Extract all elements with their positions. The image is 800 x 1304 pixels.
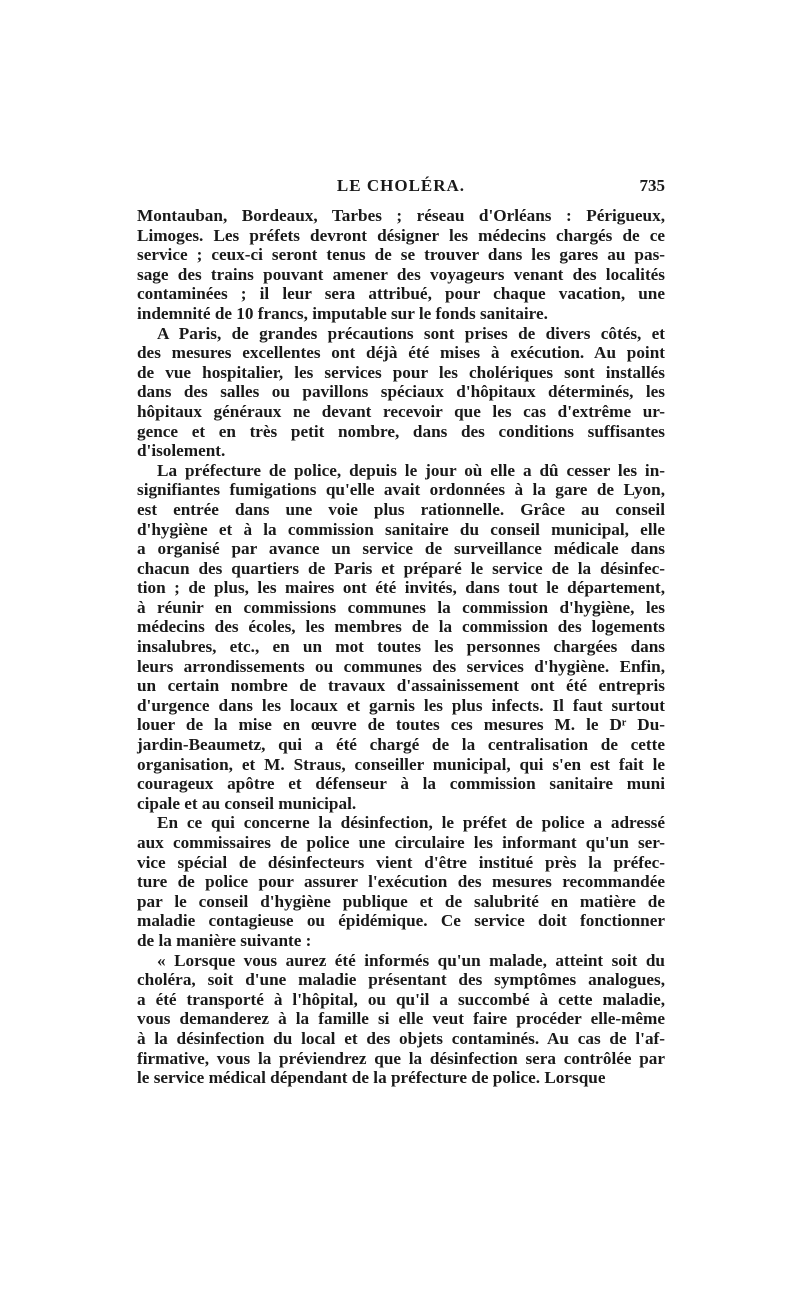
paragraph (137, 206, 665, 324)
text-line: indemnité de 10 francs, imputable sur le fonds sanitaire. (137, 303, 548, 323)
text-line: En ce qui concerne la désinfection, le préfet de police a adressé (157, 813, 665, 833)
text-line: organisation, et M. Straus, conseiller municipal, qui s'en est fait le (137, 754, 665, 774)
text-line: tion ; de plus, les maires ont été invités, dans tout le département, (137, 578, 665, 598)
text-line: cipale et au conseil municipal. (137, 793, 357, 813)
running-title: LE CHOLÉRA. (336, 176, 466, 195)
text-line: service ; ceux-ci seront tenus de se trouver dans les gares au pas- (137, 245, 665, 265)
text-line: courageux apôtre et défenseur à la commission sanitaire muni (137, 774, 665, 794)
text-line: Montauban, Bordeaux, Tarbes ; réseau d'Orléans : Périgueux, (137, 206, 665, 225)
text-line: de vue hospitalier, les services pour les cholériques sont installés (137, 362, 665, 382)
text-line: dans des salles ou pavillons spéciaux d'hôpitaux déterminés, les (137, 382, 665, 402)
text-line: un certain nombre de travaux d'assainissement ont été entrepris (137, 676, 665, 696)
paragraph (137, 813, 665, 950)
running-head (137, 176, 665, 200)
text-line: gence et en très petit nombre, dans des conditions suffisantes (137, 421, 665, 441)
text-line: a été transporté à l'hôpital, ou qu'il a succombé à cette maladie, (137, 989, 665, 1009)
text-line: des mesures excellentes ont déjà été mises à exécution. Au point (137, 343, 665, 363)
paragraph (137, 951, 665, 1088)
paragraph (137, 324, 665, 461)
text-line: choléra, soit d'une maladie présentant des symptômes analogues, (137, 970, 665, 990)
text-line: à la désinfection du local et des objets contaminés. Au cas de l'af- (137, 1028, 665, 1048)
text-line: firmative, vous la préviendrez que la désinfection sera contrôlée par (137, 1048, 665, 1068)
text-line: aux commissaires de police une circulaire les informant qu'un ser- (137, 833, 665, 852)
text-line: d'urgence dans les locaux et garnis les plus infects. Il faut surtout (137, 695, 665, 715)
text-line: par le conseil d'hygiène publique et de salubrité en matière de (137, 891, 665, 911)
text-line: vice spécial de désinfecteurs vient d'être institué près la préfec- (137, 852, 665, 872)
text-line: chacun des quartiers de Paris et préparé le service de la désinfec- (137, 558, 665, 578)
text-line: a organisé par avance un service de surveillance médicale dans (137, 539, 665, 559)
text-line: leurs arrondissements ou communes des services d'hygiène. Enfin, (137, 656, 665, 676)
text-line: louer de la mise en œuvre de toutes ces mesures M. le Dʳ Du- (137, 715, 665, 735)
text-line: signifiantes fumigations qu'elle avait ordonnées à la gare de Lyon, (137, 480, 665, 500)
text-line: à réunir en commissions communes la commission d'hygiène, les (137, 597, 665, 617)
page-number: 735 (639, 176, 665, 195)
text-line: La préfecture de police, depuis le jour où elle a dû cesser les in- (157, 460, 665, 480)
text-line: le service médical dépendant de la préfecture de police. Lorsque (137, 1068, 606, 1088)
text-line: Limoges. Les préfets devront désigner les médecins chargés de ce (137, 225, 665, 245)
text-line: hôpitaux généraux ne devant recevoir que les cas d'extrême ur- (137, 401, 665, 421)
text-line: sage des trains pouvant amener des voyageurs venant des localités (137, 264, 665, 284)
text-line: contaminées ; il leur sera attribué, pour chaque vacation, une (137, 284, 665, 304)
text-line: d'isolement. (137, 441, 226, 461)
text-line: vous demanderez à la famille si elle veut faire procéder elle-même (137, 1009, 665, 1029)
body-text (137, 206, 665, 1088)
paragraph (137, 461, 665, 814)
text-line: insalubres, etc., en un mot toutes les personnes chargées dans (137, 637, 665, 657)
text-line: de la manière suivante : (137, 930, 312, 950)
text-line: maladie contagieuse ou épidémique. Ce service doit fonctionner (137, 911, 665, 931)
text-line: jardin-Beaumetz, qui a été chargé de la centralisation de cette (137, 735, 665, 755)
text-line: est entrée dans une voie plus rationnelle. Grâce au conseil (137, 499, 665, 519)
text-line: A Paris, de grandes précautions sont prises de divers côtés, et (157, 323, 665, 343)
text-line: « Lorsque vous aurez été informés qu'un malade, atteint soit du (157, 950, 665, 970)
text-line: ture de police pour assurer l'exécution des mesures recommandée (137, 872, 665, 892)
text-line: d'hygiène et à la commission sanitaire du conseil municipal, elle (137, 519, 665, 539)
text-line: médecins des écoles, les membres de la commission des logements (137, 617, 665, 637)
